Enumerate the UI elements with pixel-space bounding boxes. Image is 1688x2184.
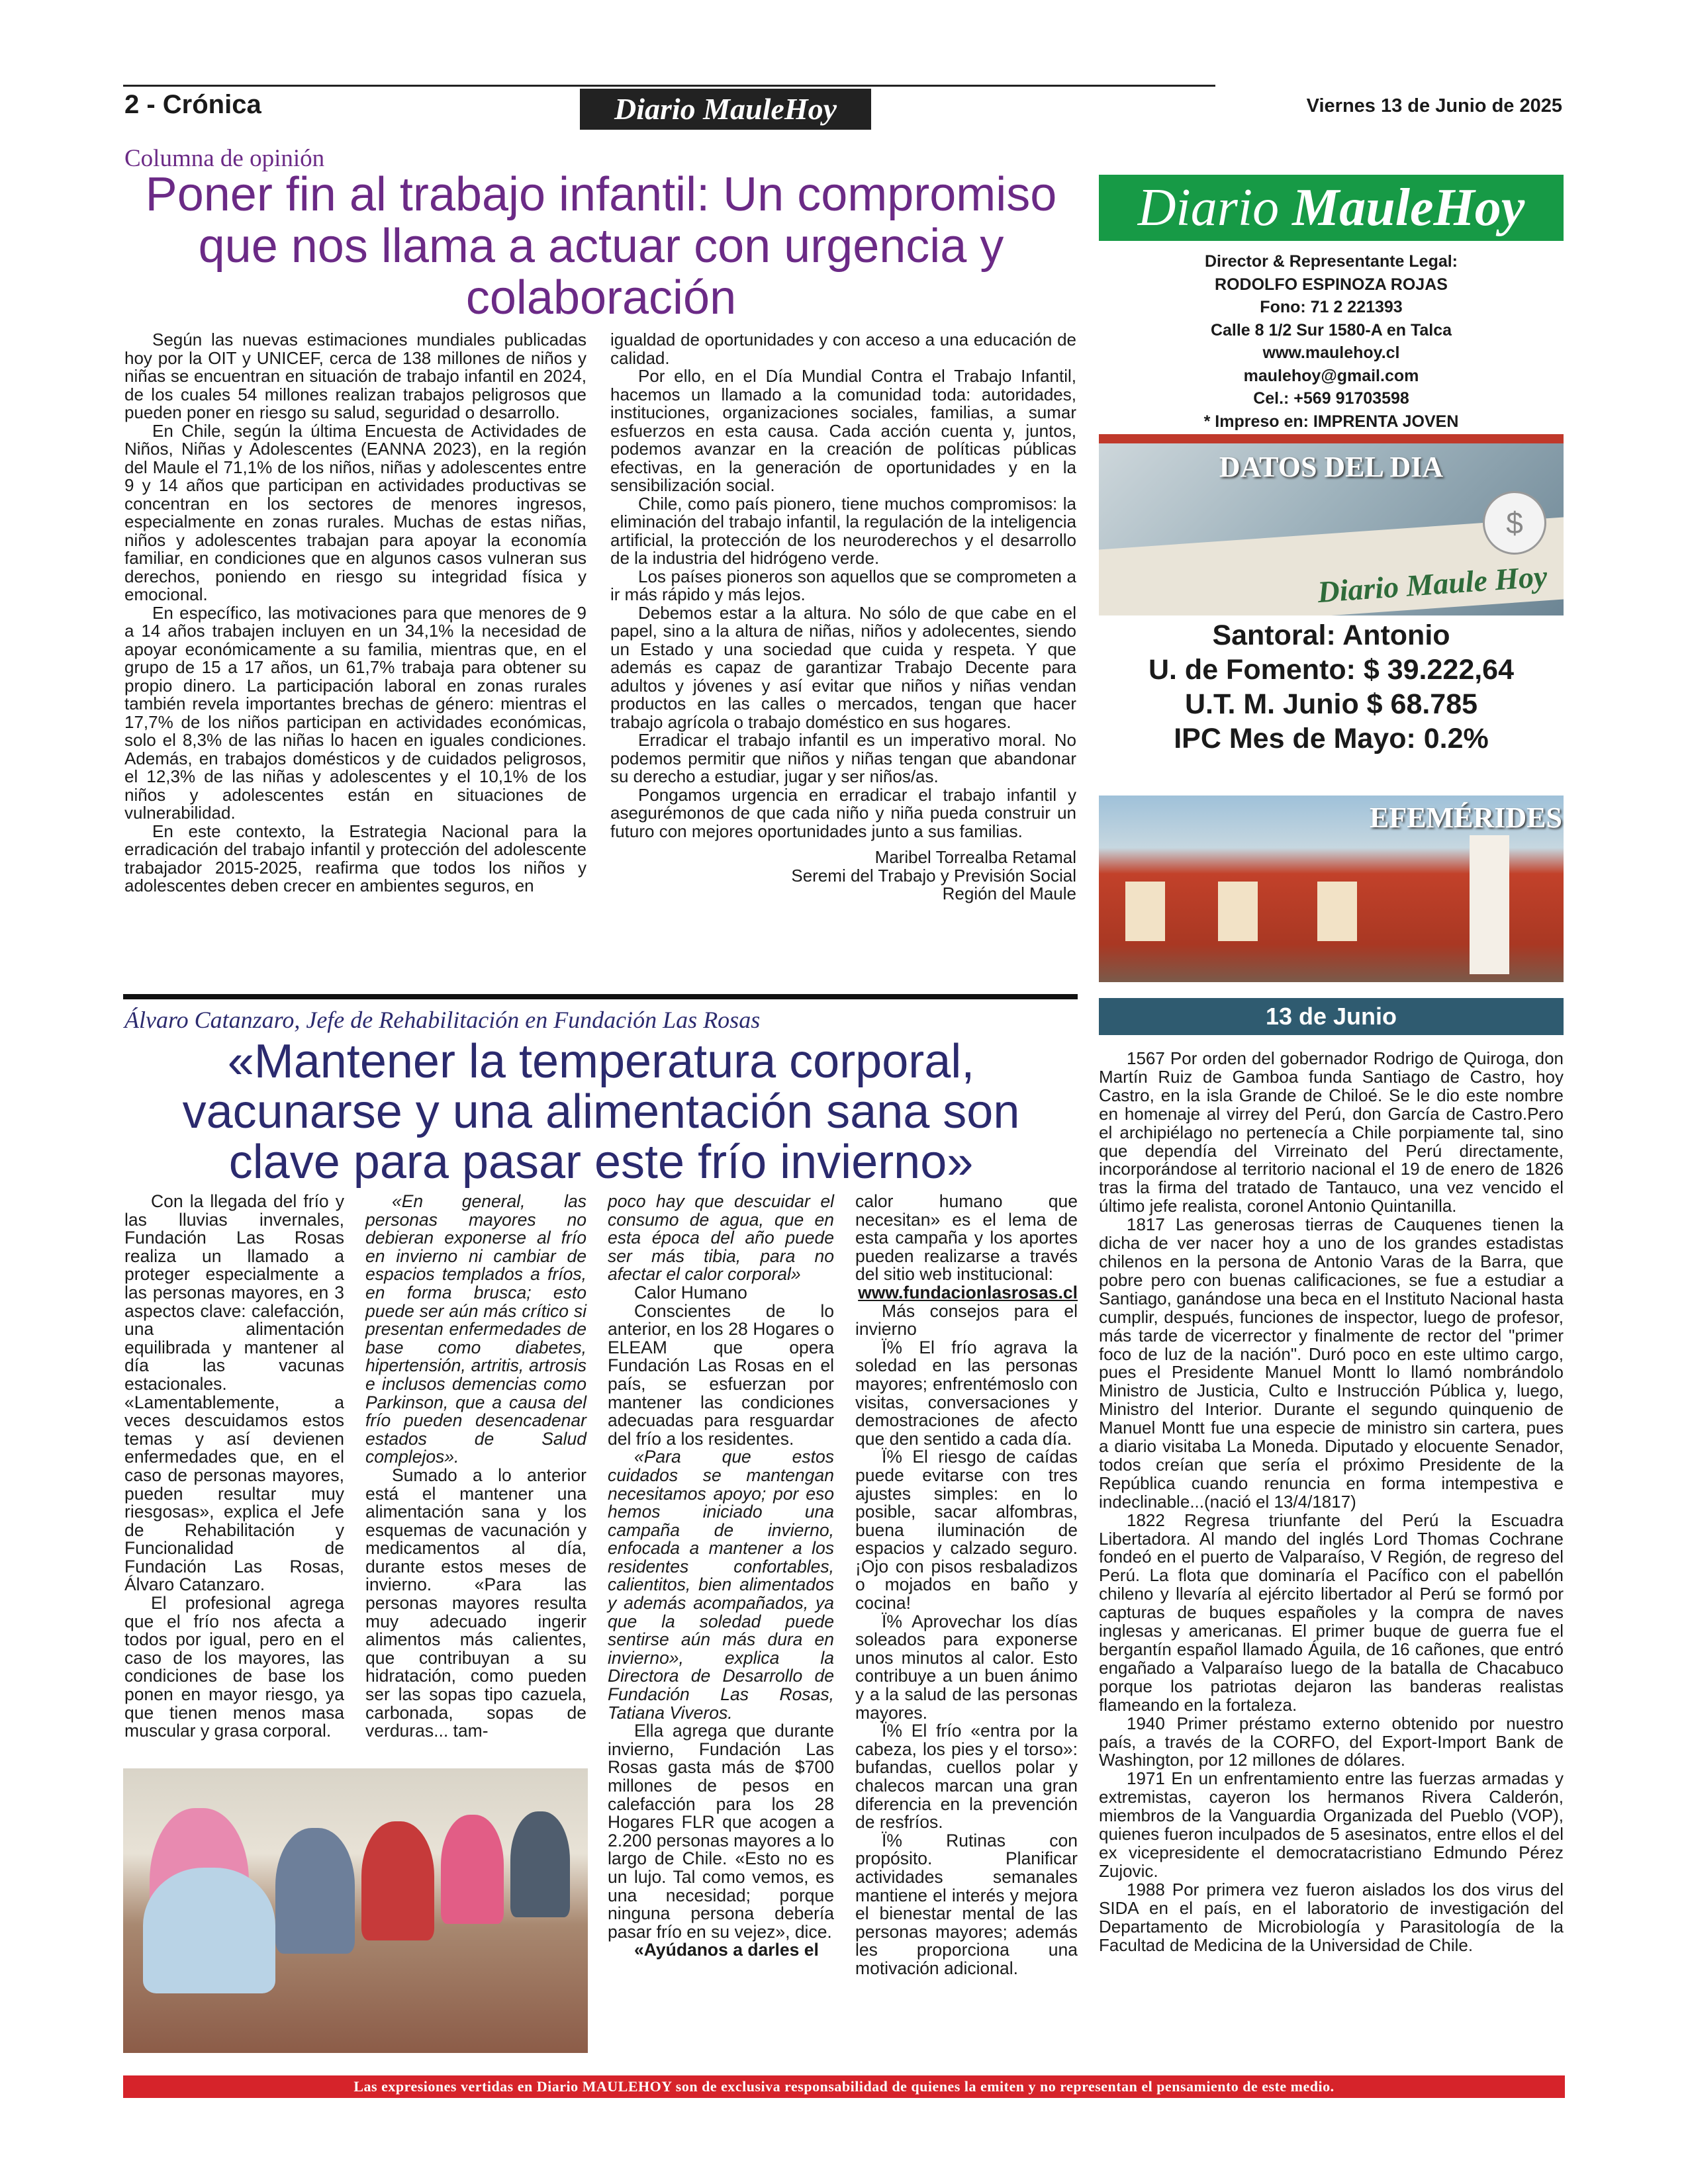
building-window (1218, 882, 1258, 941)
paragraph: Pongamos urgencia en erradicar el trabajo infantil y asegurémonos de que cada niño y niña pueda construir un futuro con mejores oportunidades junto a sus familias. (610, 784, 1076, 841)
paragraph: Debemos estar a la altura. No sólo de que cabe en el papel, sino a la altura de niñas, niños y adolecentes, siendo un Estado y una sociedad que cuida y respeta. Y que además es capaz de garantizar Trabajo Decente para adultos y jóvenes y así evitar que niños y niñas vendan productos en las calles o mercados, tengan que hacer trabajo agrícola o trabajo doméstico en sus hogares. (610, 602, 1076, 732)
tip-item: Ï% El frío «entra por la cabeza, los pies y el torso»: bufandas, cuellos polar y chalecos marcan una gran diferencia en la prevención de resfríos. (855, 1721, 1078, 1833)
opinion-column-2 (610, 331, 1076, 903)
datos-accent-bar (1099, 434, 1564, 443)
quote-paragraph: «En general, las personas mayores no debieran exponerse al frío en invierno ni cambiar de espacios templados a fríos, en forma brusca; esto puede ser aún más crítico si presentan enfermedades de base como diabetes, hipertensión, artritis, artrosis e inclusos demencias como Parkinson, que a causa del frío pueden desencadenar estados de Salud complejos». (365, 1191, 586, 1467)
credit-line: * Impreso en: IMPRENTA JOVEN (1203, 412, 1459, 431)
masthead-word-1: Diario (1137, 179, 1280, 237)
paragraph: Sumado a lo anterior está el mantener una alimentación sana y los esquemas de vacunación y medicamentos al día, durante estos meses de invierno. «Para las personas mayores resulta muy adecuado ingerir alimentos más calientes, que contribuyan a su hidratación, como pueden ser las sopas tipo cazuela, carbonada, sopas de verduras... tam- (365, 1465, 586, 1741)
building-window (1125, 882, 1165, 941)
stat-uf: U. de Fomento: $ 39.222,64 (1148, 654, 1515, 686)
subheading: Calor Humano (634, 1282, 747, 1302)
efemerides-list (1099, 1050, 1564, 1954)
efemeride-item: 1567 Por orden del gobernador Rodrigo de Quiroga, don Martín Ruiz de Gamboa funda Santiago de Castro, hoy Castro, en la isla Grande de Chiloé. Se le dio este nombre en homenaje al virrey del Perú, don García de Castro.Pero el archipiélago no pertenecía a Chile porpiamente tal, sino que dependía del Virreinato del Perú directamente, incorporándose al territorio nacional el 19 de enero de 1826 tras la firma del tratado de Tantauco, una vez vencido el último jefe realista, coronel Antonio Quintanilla. (1099, 1048, 1564, 1216)
opinion-column-1 (124, 331, 586, 895)
efemerides-date: 13 de Junio (1099, 998, 1564, 1035)
article-column-4 (855, 1193, 1078, 1978)
quote-paragraph: «Para que estos cuidados se mantengan necesitamos apoyo; por eso hemos iniciado una campaña de invierno, enfocada a mantener a los residentes confortables, calientitos, bien alimentados y además acompañados, ya que la soledad puede sentirse aún más dura en invierno», explica la Directora de Desarrollo de Fundación Las Rosas, Tatiana Viveros. (608, 1447, 834, 1723)
datos-del-dia-title: DATOS DEL DIA (1219, 451, 1444, 483)
paragraph: El profesional agrega que el frío nos afecta a todos por igual, pero en el caso de los mayores, las condiciones de base los ponen en mayor riesgo, ya que tienen menos masa muscular y grasa corporal. (124, 1593, 344, 1741)
paragraph: Los países pioneros son aquellos que se comprometen a ir más rápido y más lejos. (610, 566, 1076, 604)
white-column (1470, 835, 1509, 974)
paragraph: En Chile, según la última Encuesta de Actividades de Niños, Niñas y Adolescentes (EANNA 2023), en la región del Maule el 71,1% de los niños, niñas y adolescentes entre 9 y 14 años que participan en actividades productivas se concentran en los sectores de menores ingresos, especialmente en zonas rurales. Muchas de estas niñas, niños y adolescentes trabajan para apoyar la economía familiar, en condiciones que en algunos casos vulneran sus derechos, poniendo en riesgo su integridad física y emocional. (124, 420, 586, 604)
paragraph: Según las nuevas estimaciones mundiales publicadas hoy por la OIT y UNICEF, cerca de 138 millones de niños y niñas se encuentran en situación de trabajo infantil en 2024, de los cuales 54 millones realizan trabajos peligrosos que pueden poner en riesgo su salud, seguridad o desarrollo. (124, 330, 586, 422)
building-window (1317, 882, 1357, 941)
photo-figure (143, 1868, 275, 1993)
photo-figure (361, 1821, 434, 1940)
tip-item: Ï% Rutinas con propósito. Planificar actividades semanales mantiene el interés y mejora el bienestar mental de las personas mayores; además les proporciona una motivación adicional. (855, 1830, 1078, 1978)
article-kicker: Álvaro Catanzaro, Jefe de Rehabilitación en Fundación Las Rosas (124, 1007, 761, 1033)
paragraph: En este contexto, la Estrategia Nacional para la erradicación del trabajo infantil y protección del adolescente trabajador 2015-2025, reafirma que todos los niños y adolescentes deben crecer en ambientes seguros, en (124, 821, 586, 895)
author-name: Maribel Torrealba Retamal (874, 847, 1076, 867)
opinion-kicker: Columna de opinión (124, 145, 325, 172)
article-column-2 (365, 1193, 586, 1741)
paragraph: Por ello, en el Día Mundial Contra el Trabajo Infantil, hacemos un llamado a la comunidad toda: autoridades, instituciones, organizaciones sociales, familias, a sumar esfuerzos en esta causa. Cada acción cuenta y, juntos, podemos avanzar en la creación de políticas públicas efectivas, en la generación de oportunidades y en la sensibilización social. (610, 366, 1076, 495)
dollar-coin-icon: $ (1483, 491, 1546, 555)
efemeride-item: 1940 Primer préstamo externo obtenido por nuestro país, a través de la CORFO, del Export-Import Bank de Washington, por 12 millones de dólares. (1099, 1713, 1564, 1770)
issue-date: Viernes 13 de Junio de 2025 (1306, 95, 1562, 116)
section-label: 2 - Crónica (124, 90, 261, 119)
credit-line: RODOLFO ESPINOZA ROJAS (1215, 275, 1448, 294)
paragraph: igualdad de oportunidades y con acceso a una educación de calidad. (610, 330, 1076, 368)
credit-line: Director & Representante Legal: (1204, 252, 1458, 271)
paragraph: Erradicar el trabajo infantil es un imperativo moral. No podemos permitir que niños y niñas tengan que abandonar su derecho a estudiar, jugar y ser niños/as. (610, 730, 1076, 786)
credit-line: Calle 8 1/2 Sur 1580-A en Talca (1210, 320, 1452, 340)
author-title: Seremi del Trabajo y Previsión Social (791, 865, 1076, 886)
paragraph: En específico, las motivaciones para que menores de 9 a 14 años trabajen incluyen en un 34,1% la necesidad de apoyar económicamente a su familia, mientras que, en el grupo de 15 a 17 años, un 61,7% trabaja para obtener su propio dinero. La participación laboral en zonas rurales también revela importantes brechas de género: mientras el 17,7% de los niños participan en actividades económicas, solo el 8,3% de las niñas lo hacen en iguales condiciones. Además, en trabajos domésticos y de cuidados peligrosos, el 12,3% de las niñas y adolescentes y el 10,1% de los niños y adolescentes están en situaciones de vulnerabilidad. (124, 602, 586, 823)
article-photo-elderly-residents (123, 1768, 588, 2053)
tip-item: Ï% El riesgo de caídas puede evitarse con tres ajustes simples: en lo posible, sacar alfombras, buena iluminación de espacios y calzado seguro. ¡Ojo con pisos resbaladizos o mojados en baño y cocina! (855, 1447, 1078, 1614)
tip-item: Ï% El frío agrava la soledad en las personas mayores; enfrentémoslo con visitas, conversaciones y demostraciones de afecto que den sentido a cada día. (855, 1337, 1078, 1449)
paragraph: Ella agrega que durante invierno, Fundación Las Rosas gasta más de $700 millones de pesos en calefacción para los 28 Hogares FLR que acogen a 2.200 personas mayores a lo largo de Chile. «Esto no es un lujo. Tal como vemos, es una necesidad; porque ninguna persona debería pasar frío en su vejez», dice. (608, 1721, 834, 1942)
article-headline: «Mantener la temperatura corporal, vacunarse y una alimentación sana son clave para pasar este frío invierno» (182, 1035, 1020, 1189)
subheading: Más consejos para el invierno (855, 1300, 1078, 1340)
disclaimer-footer: Las expresiones vertidas en Diario MAULEHOY son de exclusiva responsabilidad de quienes la emiten y no representan el pensamiento de este medio. (123, 2075, 1565, 2098)
credit-website[interactable]: www.maulehoy.cl (1262, 343, 1400, 362)
photo-figure (510, 1811, 570, 1917)
efemeride-item: 1971 En un enfrentamiento entre las fuerzas armadas y extremistas, cayeron los hermanos Rivera Calderón, miembros de la Vanguardia Organizada del Pueblo (VOP), quienes fueron inculpados de 5 asesinatos, entre ellos el del ex vicepresidente el democratacristiano Edmundo Pérez Zujovic. (1099, 1768, 1564, 1881)
sidebar-masthead (1099, 175, 1564, 241)
credit-email[interactable]: maulehoy@gmail.com (1243, 366, 1419, 385)
photo-figure (441, 1815, 504, 1924)
paragraph: Chile, como país pionero, tiene muchos compromisos: la eliminación del trabajo infantil, la regulación de la inteligencia artificial, la protección de los neuroderechos y el desarrollo de la industria del hidrógeno verde. (610, 493, 1076, 568)
efemeride-item: 1817 Las generosas tierras de Cauquenes tienen la dicha de ver nacer hoy a uno de los grandes estadistas chilenos en la persona de Antonio Varas de la Barra, que pobre pero con buenas calificaciones, se fue a estudiar a Santiago, ganándose una beca en el Instituto Nacional hasta cumplir, después, funciones de inspector, luego de profesor, más tarde de vicerrector y finalmente de rector del "primer foco de luz de la nación". Duró poco en este ultimo cargo, pues el Presidente Manuel Montt lo llamó nombrándolo Ministro de Justicia, Culto e Instrucción Pública y, luego, Ministro del Interior. Durante el segundo quinquenio de Manuel Montt fue una especie de ministro sin cartera, pues a diario visitaba La Moneda. Diputado y elocuente Senador, todos creían que sería el próximo Presidente de la República cuando renuncia en forma intempestiva e indeclinable...(nació el 13/4/1817) (1099, 1214, 1564, 1512)
website-link[interactable]: www.fundacionlasrosas.cl (858, 1282, 1078, 1302)
credit-line: Cel.: +569 91703598 (1253, 389, 1409, 408)
staff-credits (1099, 250, 1564, 433)
efemeride-item: 1822 Regresa triunfante del Perú la Escuadra Libertadora. Al mando del inglés Lord Thomas Cochrane fondeó en el puerto de Valparaíso, V Región, de regreso del Perú. La flota que dominaría el Pacífico con el pabellón chileno y llevaría al ejército libertador al Perú se formó por capturas de buques españoles y la compra de naves inglesas y americanas. El primer buque de guerra fue el bergantín español llamado Águila, de 16 cañones, que entró engañado a Valparaíso luego de la batalla de Chacabuco porque los patriotas dejaron las banderas realistas flameando en la fortaleza. (1099, 1510, 1564, 1715)
credit-line: Fono: 71 2 221393 (1260, 298, 1403, 316)
efemerides-title: EFEMÉRIDES (1370, 801, 1562, 834)
article-column-1 (124, 1193, 344, 1741)
newspaper-graphic-text: Diario Maule Hoy (1316, 559, 1548, 610)
paragraph: calor humano que necesitan» es el lema de esta campaña y los aportes pueden realizarse a través del sitio web institucional: (855, 1191, 1078, 1285)
efemeride-item: 1988 Por primera vez fueron aislados los dos virus del SIDA en el país, en el laboratorio de investigación del Departamento de Microbiología y Parasitología de la Facultad de Medicina de la Universidad de Chile. (1099, 1879, 1564, 1955)
daily-stats (1099, 618, 1564, 756)
stat-ipc: IPC Mes de Mayo: 0.2% (1174, 723, 1489, 754)
paragraph: Conscientes de lo anterior, en los 28 Hogares o ELEAM que opera Fundación Las Rosas en el país, se esfuerzan por mantener las condiciones adecuadas para resguardar del frío a los residentes. (608, 1300, 834, 1449)
photo-figure (275, 1828, 355, 1954)
stat-santoral: Santoral: Antonio (1212, 619, 1450, 651)
author-region: Región del Maule (942, 884, 1076, 903)
tip-item: Ï% Aprovechar los días soleados para exponerse unos minutos al calor. Esto contribuye a un buen ánimo y a la salud de las personas mayores. (855, 1611, 1078, 1723)
masthead-word-2: MauleHoy (1292, 179, 1525, 237)
article-column-3 (608, 1193, 834, 1960)
masthead-logo: Diario MauleHoy (580, 89, 871, 130)
header-rule (123, 85, 1215, 87)
paragraph: Con la llegada del frío y las lluvias invernales, Fundación Las Rosas realiza un llamado a proteger especialmente a las personas mayores, en 3 aspectos clave: calefacción, una alimentación equilibrada y mantener al día las vacunas estacionales. «Lamentablemente, a veces descuidamos estos temas y así devienen enfermedades que, en el caso de personas mayores, pueden resultar muy riesgosas», explica el Jefe de Rehabilitación y Funcionalidad de Fundación Las Rosas, Álvaro Catanzaro. (124, 1191, 344, 1595)
paragraph: «Ayúdanos a darles el (634, 1940, 819, 1960)
quote-paragraph: poco hay que descuidar el consumo de agua, que en esta época del año puede ser más tibia, para no afectar el calor corporal» (608, 1191, 834, 1285)
stat-utm: U.T. M. Junio $ 68.785 (1184, 688, 1478, 720)
section-divider (123, 994, 1078, 999)
opinion-headline: Poner fin al trabajo infantil: Un compromiso que nos llama a actuar con urgencia y colaboración (145, 168, 1057, 324)
